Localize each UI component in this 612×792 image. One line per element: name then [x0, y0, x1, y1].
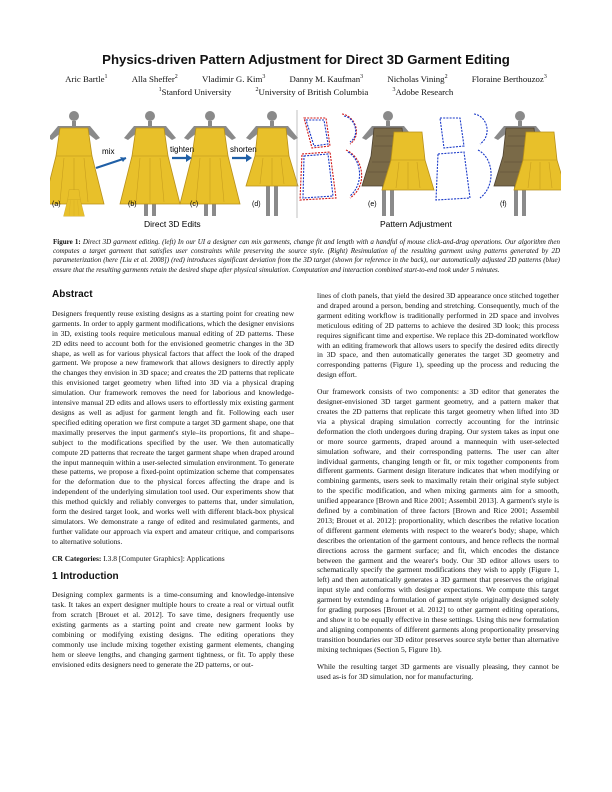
label-d: (d): [252, 201, 261, 208]
author: Alla Sheffer$^2$: [131, 73, 178, 84]
pattern-blue-2: [436, 114, 491, 200]
intro-paragraph: Designing complex garments is a time-consuming and knowledge-intensive task. It takes an expert designer multiple hours to create a real or virtual outfit from scratch [Brouet et al. 2012]. To save time, designers frequently use existing garments as a starting point and create new garment looks by combining or modifying existing designs. The editing operations they commonly use include mixing together existing garment elements, changing hem or sleeve lengths, and changing garment tightness, or fit. To apply these envisioned edits designers need to generate the 2D patterns, or out-: [52, 590, 294, 669]
mix-arrow-icon: [96, 157, 126, 168]
paper-title: Physics-driven Pattern Adjustment for Direct 3D Garment Editing: [102, 52, 510, 67]
tighten-arrow-icon: [172, 154, 192, 162]
label-e: (e): [368, 201, 377, 208]
mix-label: mix: [102, 147, 115, 156]
intro-heading: 1 Introduction: [52, 570, 119, 582]
label-f: (f): [500, 201, 507, 208]
affiliation: $^2$University of British Columbia: [255, 86, 369, 97]
pattern-adjustment-label: Pattern Adjustment: [380, 219, 452, 229]
pattern-blue: [303, 116, 360, 198]
left-column: [52, 290, 294, 677]
teaser-illustration: [50, 106, 561, 230]
abstract-heading: Abstract: [52, 289, 93, 300]
affiliation-list: [0, 85, 612, 98]
author-list: [0, 72, 612, 85]
label-c: (c): [190, 201, 199, 208]
label-b: (b): [128, 201, 137, 208]
pattern-red: [300, 114, 362, 200]
teaser-figure: [50, 106, 561, 230]
shorten-label: shorten: [230, 145, 257, 154]
panel-c: [180, 111, 240, 216]
body-paragraph: lines of cloth panels, that yield the desired 3D appearance once stitched together and draped around a person, bending and stretching. Consequently, much of the garment editing workflow is traditionally performed in 2D space and involves meticulous editing of 2D patterns to achieve the desired 3D look; this process requires significant time and expertise. We replace this 2D-dominated workflow with an editing framework that allows users to specify the desired edits directly in 3D space, and then automatically generates the target 3D geometry and corresponding patterns (Figure 1), speeding up the process and reducing the design effort.: [317, 291, 559, 380]
caption-label: Figure 1:: [53, 238, 81, 246]
right-column: [317, 291, 559, 688]
author: Nicholas Vining$^2$: [387, 73, 448, 84]
author: Vladimir G. Kim$^3$: [201, 73, 266, 84]
tighten-label: tighten: [170, 145, 195, 154]
affiliation: $^1$Stanford University: [158, 86, 232, 97]
figure-caption: [53, 238, 560, 275]
abstract-text: Designers frequently reuse existing designs as a starting point for creating new garments. In order to apply garment modifications, which the designer envisions in 3D, existing tools require meticulous manual editing of 2D patterns. These 2D edits need to account both for the envisioned geometric changes in the 3D shape, as well as for various physical factors that affect the look of the draped garment. We propose a new framework that allows designers to directly apply the changes they envision in 3D space; and creates the 2D patterns that replicate this envisioned target geometry when lifted into 3D via a physical draping simulation. Our framework removes the need for laborious and knowledge-intensive manual 2D edits and allows users to effortlessly mix existing garment designs as well as adjust for garment length and fit. Following each user specified editing operation we first compute a target 3D garment shape, one that maximally preserves the input garment's style–its proportions, fit and shape–subject to the modifications specified by the user. We then automatically compute 2D patterns that recreate the target garment shape when draped around the input mannequin within a user-selected simulation environment. To generate these patterns, we propose a fixed-point optimization scheme that compensates for the deformation due to the physical forces affecting the drape and is independent of the underlying simulation tool used. Our experiments show that this method quickly and reliably converges to patterns that, under simulation, form the desired target look, and works well with different black-box physical simulators. We demonstrate a range of edited and resimulated garments, and further validate our approach via expert and amateur critique, and comparisons to alternative solutions.: [52, 308, 294, 546]
affiliation: $^3$Adobe Research: [392, 86, 454, 97]
body-paragraph: While the resulting target 3D garments are visually pleasing, they cannot be used as-is for 3D simulation, nor for manufacturing.: [317, 661, 559, 681]
direct-edits-label: Direct 3D Edits: [144, 219, 201, 229]
body-paragraph: Our framework consists of two components: a 3D editor that generates the designer-envisioned 3D target garment geometry, and a pattern maker that creates the 2D patterns that replicate this target geometry when lifted into 3D via a physical draping simulation correctly accounting for the intrinsic deformation the cloth undergoes during draping. Our system takes as input one or more source garments, draped around a mannequin with user-selected simulation software, and their corresponding patterns. The user can alter individual garments, changing length or fit, or mix together components from different garments. Garment design literature indicates that when modifying or combining garments, users seek to maximally retain their original style subject to the specific modification, and when mixing garments aim for a smooth, unified appearance [Brown and Rice 2001; Assembil 2013]. A garment's style is defined by a combination of three factors [Brown and Rice 2001; Assembil 2013; Brouet et al. 2012]: proportionality, which describes the relative location of different garment elements with respect to the wearer's body; shape, which describes the orientation of the garment contours, and hence reflects the normal directions across the garment surface; and fit, which encodes the distance between the garment and the wearer's body. Our 3D editor allows users to schematically specify the garment modifications they wish to apply (Figure 1, left) and then automatically generates a 3D garment that preserves the original input style and conforms with designer expectations. We compute this target garment by extending a formulation of garment style originally designed solely for grading purposes [Brouet et al. 2012] to other garment editing operations, and show it to be equally effective in these settings. Using this new formulation and aligning components of different garments along proportionality preserving transition boundaries our 3D editor preserves source style better than alternative mixing techniques (Section 5, Figure 1b).: [317, 387, 559, 654]
label-a: (a): [52, 201, 61, 208]
caption-text: Direct 3D garment editing. (left) In our UI a designer can mix garments, change fit and length with a handful of mouse click-and-drag operations. Our algorithm then computes a target garment that satisfies user constraints while preserving the source style. (Right) Resimulation of the resulting garment using patterns generated by 2D parameterization (here [Liu et al. 2008]) (red) introduces significant deviation from the 3D target (shown for reference in the back), our automatically adjusted 2D patterns (blue) ensure that the resulting garments retain the desired shape after physical simulation. Computation and interaction combined start-to-end took under 5 minutes.: [53, 238, 561, 274]
author: Aric Bartle$^1$: [65, 73, 108, 84]
author-block: [0, 72, 612, 98]
author: Floraine Berthouzoz$^3$: [471, 73, 547, 84]
shorten-arrow-icon: [232, 154, 252, 162]
author: Danny M. Kaufman$^3$: [289, 73, 364, 84]
cr-categories: CR Categories: I.3.8 [Computer Graphics]: Applications: [52, 553, 225, 563]
